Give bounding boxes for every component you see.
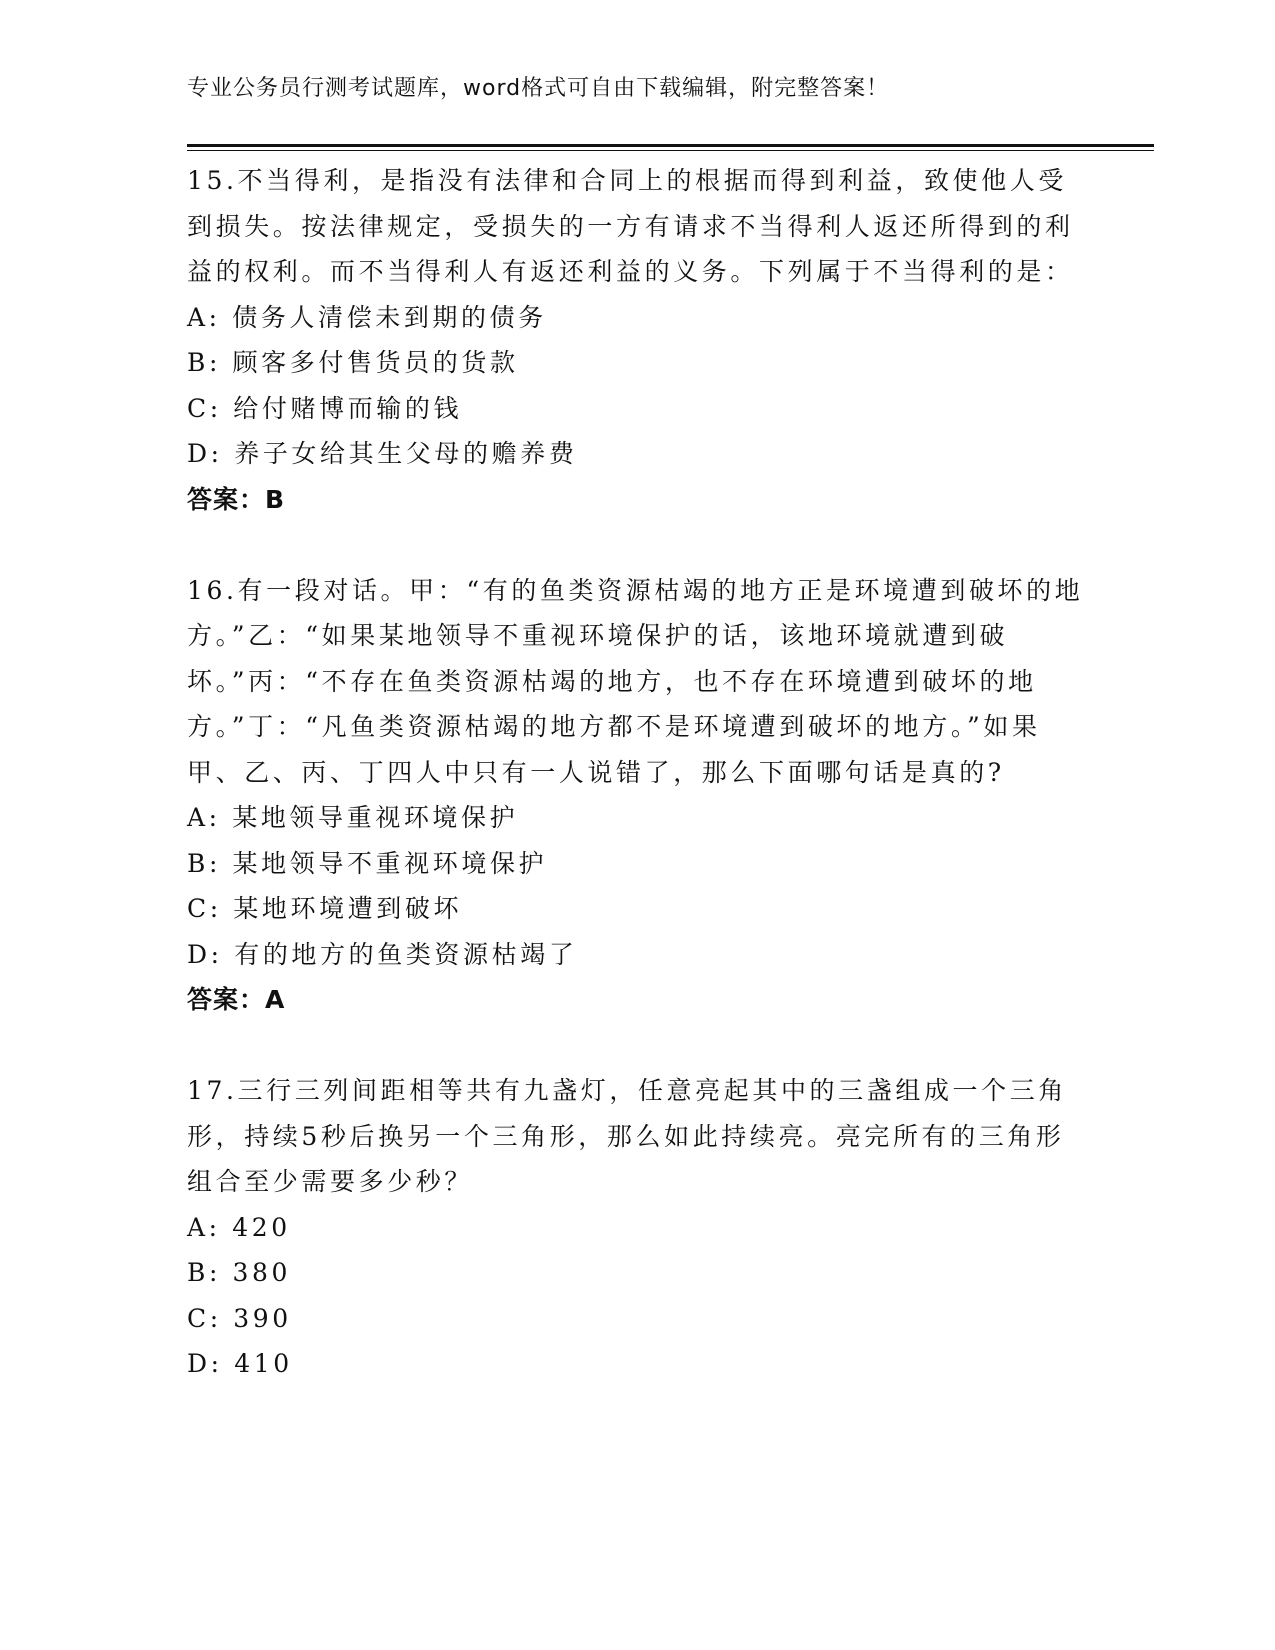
option-c: C: 给付赌博而输的钱 [187, 393, 463, 423]
header-rule-thick [187, 144, 1154, 147]
answer-line: 答案：B [187, 484, 286, 514]
option-b: B: 某地领导不重视环境保护 [187, 848, 548, 878]
option-a: A: 某地领导重视环境保护 [187, 803, 519, 832]
question-list [187, 158, 1087, 1432]
question-stem: 15.不当得利，是指没有法律和合同上的根据而得到利益，致使他人受到损失。按法律规定，受损失的一方有请求不当得利人返还所得到的利益的权利。而不当得利人有返还利益的义务。下列属于不当得利的是： [187, 166, 1074, 286]
question-17 [187, 1068, 1087, 1387]
question-stem: 16.有一段对话。甲：“有的鱼类资源枯竭的地方正是环境遭到破坏的地方。”乙：“如果某地领导不重视环境保护的话，该地环境就遭到破坏。”丙：“不存在鱼类资源枯竭的地方，也不存在环境遭到破坏的地方。”丁：“凡鱼类资源枯竭的地方都不是环境遭到破坏的地方。”如果甲、乙、丙、丁四人中只有一人说错了，那么下面哪句话是真的? [187, 575, 1084, 787]
page-header: 专业公务员行测考试题库，word格式可自由下载编辑，附完整答案！ [187, 76, 890, 101]
question-16 [187, 568, 1087, 1023]
option-d: D: 410 [187, 1349, 293, 1378]
option-d: D: 有的地方的鱼类资源枯竭了 [187, 939, 578, 969]
option-b: B: 380 [187, 1258, 292, 1287]
option-d: D: 养子女给其生父母的赡养费 [187, 439, 578, 468]
option-a: A: 债务人清偿未到期的债务 [187, 302, 547, 332]
option-a: A: 420 [187, 1212, 291, 1242]
option-c: C: 某地环境遭到破坏 [187, 894, 463, 923]
answer-line: 答案：A [187, 985, 286, 1014]
header-rule-thin [187, 150, 1154, 151]
question-15 [187, 158, 1087, 522]
question-stem: 17.三行三列间距相等共有九盏灯，任意亮起其中的三盏组成一个三角形，持续5秒后换另一个三角形，那么如此持续亮。亮完所有的三角形组合至少需要多少秒？ [187, 1076, 1067, 1196]
option-c: C: 390 [187, 1303, 292, 1333]
option-b: B: 顾客多付售货员的货款 [187, 348, 519, 377]
